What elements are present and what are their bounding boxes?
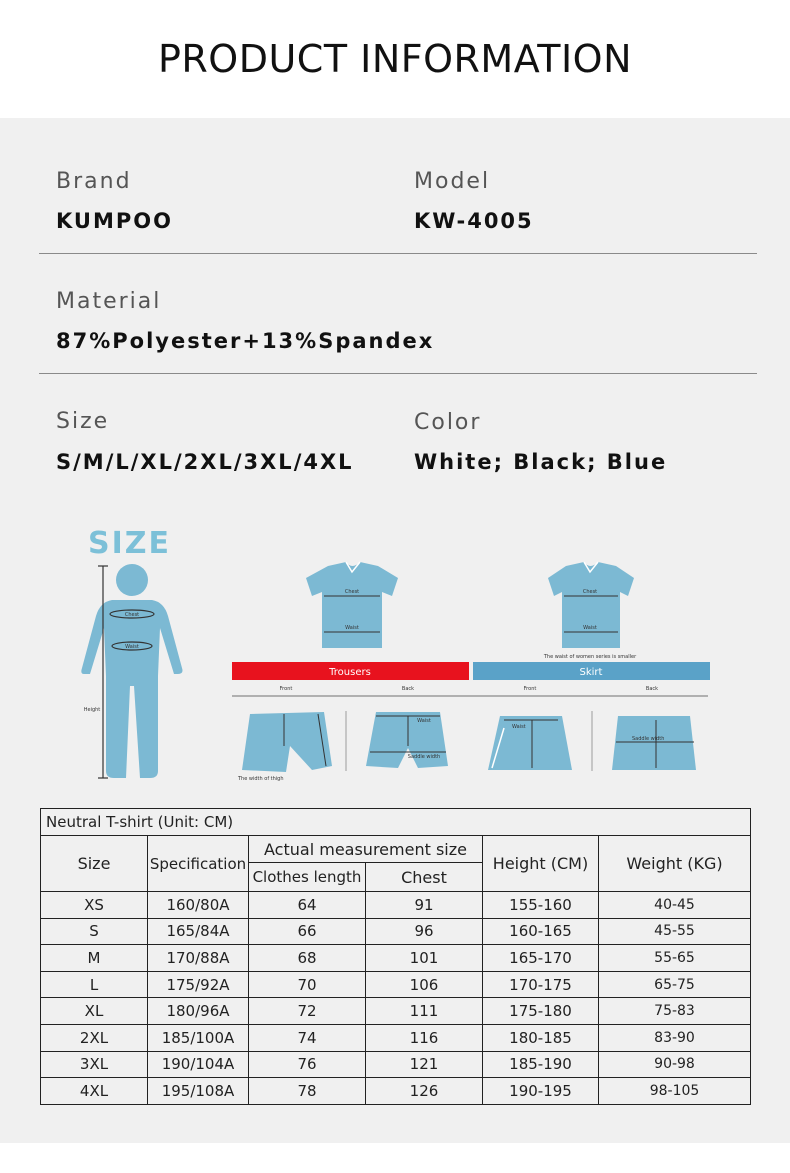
- brand-value: KUMPOO: [56, 209, 173, 233]
- size-value: S/M/L/XL/2XL/3XL/4XL: [56, 450, 354, 474]
- table-caption: Neutral T-shirt (Unit: CM): [41, 809, 751, 836]
- svg-text:Waist: Waist: [345, 625, 359, 631]
- svg-text:Saddle width: Saddle width: [407, 754, 441, 760]
- svg-text:Back: Back: [401, 686, 415, 692]
- svg-text:Waist: Waist: [512, 724, 526, 730]
- table-row: 4XL 195/108A 78 126 190-195 98-105: [41, 1078, 751, 1105]
- trousers-front-diagram: [237, 712, 332, 782]
- header-chest: Chest: [366, 863, 483, 892]
- women-note: The waist of women series is smaller: [543, 654, 637, 660]
- figure-head: [116, 564, 148, 596]
- header-specification: Specification: [148, 836, 249, 892]
- page-header: [0, 0, 790, 118]
- material-value: 87%Polyester+13%Spandex: [56, 329, 435, 353]
- figure-chest-label: Chest: [124, 612, 140, 618]
- svg-text:Front: Front: [523, 686, 537, 692]
- header-actual-measurement: Actual measurement size: [249, 836, 483, 863]
- skirt-label: Skirt: [579, 667, 603, 678]
- skirt-back-diagram: [612, 716, 696, 770]
- garment-measurement-diagram: [228, 556, 713, 786]
- divider: [39, 253, 757, 254]
- table-row: XL 180/96A 72 111 175-180 75-83: [41, 998, 751, 1025]
- svg-text:Chest: Chest: [344, 589, 360, 595]
- header-height: Height (CM): [483, 836, 599, 892]
- figure-height-label: Height: [83, 707, 101, 713]
- svg-text:Saddle width: Saddle width: [632, 736, 665, 742]
- trousers-back-diagram: [366, 712, 448, 768]
- page-title: PRODUCT INFORMATION: [157, 37, 633, 81]
- table-row: 3XL 190/104A 76 121 185-190 90-98: [41, 1051, 751, 1078]
- header-clothes-length: Clothes length: [249, 863, 366, 892]
- trousers-label: Trousers: [329, 667, 371, 678]
- header-size: Size: [41, 836, 148, 892]
- size-heading: SIZE: [88, 526, 172, 561]
- table-row: 2XL 185/100A 74 116 180-185 83-90: [41, 1024, 751, 1051]
- header-weight: Weight (KG): [599, 836, 751, 892]
- brand-label: Brand: [56, 169, 132, 194]
- svg-text:Waist: Waist: [417, 718, 431, 724]
- size-table: [40, 808, 751, 1105]
- table-row: L 175/92A 70 106 170-175 65-75: [41, 971, 751, 998]
- table-row: XS 160/80A 64 91 155-160 40-45: [41, 892, 751, 919]
- svg-text:Front: Front: [279, 686, 293, 692]
- men-shirt-diagram: [306, 562, 398, 648]
- figure-waist-label: Waist: [125, 644, 139, 650]
- color-value: White; Black; Blue: [414, 450, 668, 474]
- color-label: Color: [414, 410, 482, 435]
- size-label: Size: [56, 409, 110, 434]
- women-shirt-diagram: [543, 562, 637, 660]
- model-label: Model: [414, 169, 491, 194]
- divider: [39, 373, 757, 374]
- svg-text:The width of thigh: The width of thigh: [238, 776, 284, 782]
- model-value: KW-4005: [414, 209, 534, 233]
- table-row: M 170/88A 68 101 165-170 55-65: [41, 945, 751, 972]
- svg-text:Back: Back: [645, 686, 659, 692]
- svg-text:Waist: Waist: [583, 625, 597, 631]
- svg-text:Chest: Chest: [582, 589, 598, 595]
- bottom-margin: [0, 1143, 790, 1173]
- figure-body: [81, 600, 182, 778]
- body-measurement-figure: [70, 556, 200, 786]
- skirt-front-diagram: [488, 716, 572, 770]
- table-row: S 165/84A 66 96 160-165 45-55: [41, 918, 751, 945]
- material-label: Material: [56, 289, 162, 314]
